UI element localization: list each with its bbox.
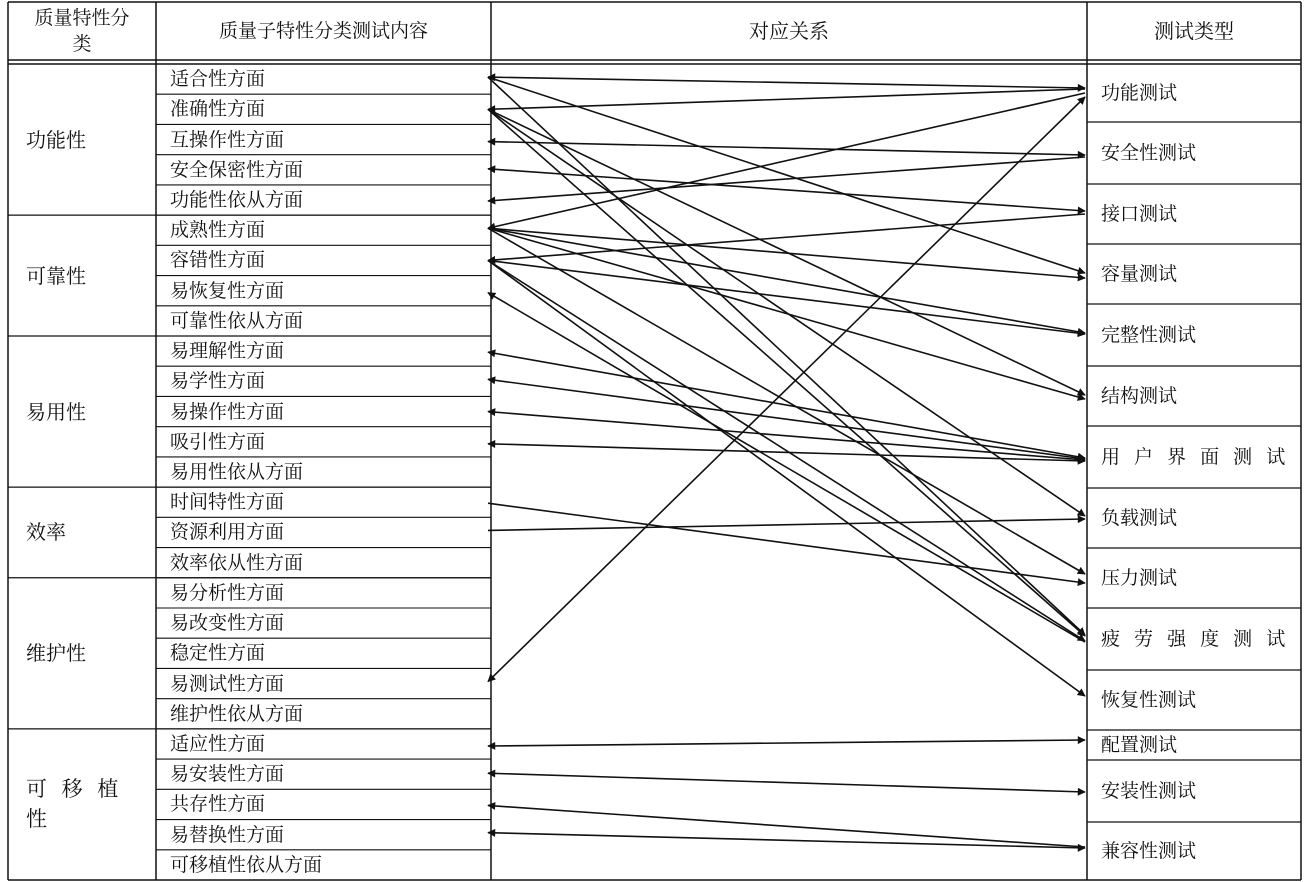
category-cell [8, 64, 156, 215]
subcategory-cell [156, 517, 491, 547]
test-type-cell [1087, 760, 1301, 822]
relation-arrow [488, 157, 1085, 201]
subcategory-label: 易安装性方面 [170, 763, 285, 786]
header-relation-text: 对应关系 [749, 19, 829, 43]
subcategory-label: 易用性依从方面 [170, 460, 304, 483]
category-label: 效率 [26, 520, 66, 545]
relation-arrow [488, 109, 1085, 516]
test-type-label: 用 户 界 面 测 试 [1101, 446, 1290, 468]
subcategory-cell [156, 396, 491, 426]
test-type-cell [1087, 426, 1301, 488]
relation-arrows [488, 77, 1085, 848]
subcategory-cell [156, 155, 491, 185]
category-cell [8, 215, 156, 336]
subcategory-label: 易理解性方面 [170, 340, 285, 363]
relation-arrow [488, 260, 1085, 696]
relation-arrow [488, 740, 1085, 746]
subcategory-cell [156, 245, 491, 275]
test-type-label: 完整性测试 [1101, 324, 1197, 346]
test-type-cell [1087, 304, 1301, 366]
subcategory-cell [156, 789, 491, 819]
category-label: 可靠性 [26, 263, 86, 288]
test-type-label: 负载测试 [1101, 507, 1178, 529]
category-cell [8, 487, 156, 578]
subcategory-label: 互操作性方面 [170, 128, 285, 151]
category-label: 功能性 [26, 127, 86, 152]
subcategory-label: 维护性依从方面 [170, 702, 304, 725]
subcategory-cell [156, 276, 491, 306]
subcategory-cell [156, 457, 491, 487]
test-type-label: 结构测试 [1101, 385, 1178, 407]
relation-arrow [488, 293, 1085, 642]
subcategory-label: 易改变性方面 [170, 612, 285, 635]
test-type-cell [1087, 670, 1301, 730]
relation-arrow [488, 773, 1085, 792]
subcategory-cell [156, 820, 491, 850]
subcategory-cell [156, 850, 491, 880]
test-type-cell [1087, 730, 1301, 760]
test-type-cell [1087, 64, 1301, 122]
subcategory-cell [156, 124, 491, 154]
test-type-label: 配置测试 [1101, 734, 1178, 756]
subcategory-label: 易操作性方面 [170, 400, 285, 423]
test-type-label: 安全性测试 [1101, 142, 1197, 164]
test-type-label: 压力测试 [1101, 567, 1178, 589]
subcategory-label: 适应性方面 [170, 732, 266, 755]
relation-arrow [488, 503, 1085, 583]
subcategory-label: 安全保密性方面 [170, 158, 304, 181]
header-category-text: 质量特性分类 [34, 7, 130, 55]
subcategory-label: 易恢复性方面 [170, 279, 285, 302]
subcategory-cell [156, 427, 491, 457]
subcategory-cell [156, 668, 491, 698]
subcategory-cell [156, 729, 491, 759]
test-type-label: 安装性测试 [1101, 780, 1197, 802]
category-label: 易用性 [26, 399, 86, 424]
header-test-type-text: 测试类型 [1154, 19, 1234, 43]
header-relation [491, 2, 1087, 60]
category-label: 维护性 [26, 641, 86, 666]
subcategory-cell [156, 94, 491, 124]
subcategory-cell [156, 699, 491, 729]
category-cell [8, 336, 156, 487]
test-type-label: 兼容性测试 [1101, 840, 1197, 862]
test-type-label: 容量测试 [1101, 263, 1178, 285]
header-subcategory-text: 质量子特性分类测试内容 [218, 20, 428, 42]
subcategory-label: 稳定性方面 [170, 642, 266, 665]
header-subcategory [156, 2, 491, 60]
subcategory-label: 效率依从性方面 [170, 551, 304, 574]
test-type-label: 接口测试 [1101, 203, 1178, 225]
test-type-cell [1087, 608, 1301, 670]
subcategory-cell [156, 638, 491, 668]
subcategory-cell [156, 366, 491, 396]
subcategory-label: 吸引性方面 [170, 430, 266, 453]
subcategory-cell [156, 487, 491, 517]
subcategory-label: 功能性依从方面 [170, 188, 304, 211]
category-cell [8, 729, 156, 880]
subcategory-cell [156, 608, 491, 638]
header-category [8, 2, 156, 60]
test-type-cell [1087, 366, 1301, 426]
relation-arrow [488, 352, 1085, 458]
test-type-cell [1087, 184, 1301, 244]
relation-arrow [488, 77, 1085, 88]
subcategory-label: 容错性方面 [170, 249, 266, 272]
subcategory-label: 时间特性方面 [170, 491, 285, 514]
category-cell [8, 578, 156, 729]
test-type-label: 疲 劳 强 度 测 试 [1101, 628, 1290, 650]
test-type-label: 功能测试 [1101, 82, 1178, 104]
subcategory-label: 适合性方面 [170, 68, 266, 91]
subcategory-label: 资源利用方面 [170, 521, 285, 544]
test-type-cell [1087, 122, 1301, 184]
subcategory-cell [156, 306, 491, 336]
subcategory-label: 易分析性方面 [170, 581, 285, 604]
test-type-cell [1087, 488, 1301, 548]
test-type-cell [1087, 822, 1301, 880]
relation-arrow [488, 260, 1085, 334]
test-type-cell [1087, 548, 1301, 608]
subcategory-cell [156, 759, 491, 789]
subcategory-label: 可移植性依从方面 [170, 853, 323, 876]
subcategory-cell [156, 185, 491, 215]
subcategory-label: 共存性方面 [170, 793, 266, 816]
test-type-cell [1087, 244, 1301, 304]
test-type-label: 恢复性测试 [1101, 689, 1197, 711]
category-label: 可 移 植 性 [26, 777, 123, 832]
subcategory-label: 准确性方面 [170, 98, 266, 121]
subcategory-label: 易替换性方面 [170, 823, 285, 846]
subcategory-label: 易测试性方面 [170, 672, 285, 695]
subcategory-label: 可靠性依从方面 [170, 309, 304, 332]
subcategory-label: 成熟性方面 [170, 219, 266, 242]
subcategory-cell [156, 215, 491, 245]
subcategory-cell [156, 64, 491, 94]
relation-arrow [488, 519, 1085, 530]
subcategory-cell [156, 578, 491, 608]
subcategory-cell [156, 548, 491, 578]
relation-arrow [488, 97, 1085, 682]
subcategory-cell [156, 336, 491, 366]
subcategory-label: 易学性方面 [170, 370, 266, 393]
header-test-type [1087, 2, 1301, 60]
